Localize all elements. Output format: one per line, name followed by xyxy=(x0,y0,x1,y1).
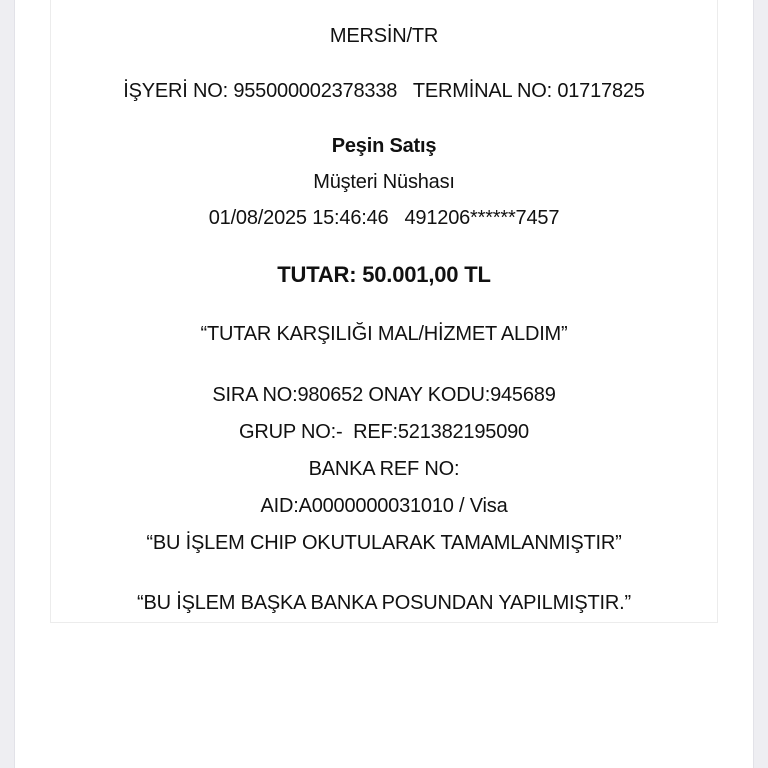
left-gutter xyxy=(0,0,15,768)
copy-label: Müşteri Nüshası xyxy=(313,171,455,193)
chip-notice: “BU İŞLEM CHIP OKUTULARAK TAMAMLANMIŞTIR” xyxy=(146,532,622,554)
location: MERSİN/TR xyxy=(329,25,439,47)
merchant-terminal-line: İŞYERİ NO: 955000002378338 TERMİNAL NO: 01717825 xyxy=(123,80,645,102)
bank-ref-line: BANKA REF NO: xyxy=(308,458,460,480)
pos-receipt xyxy=(50,0,718,623)
sequence-approval-line: SIRA NO:980652 ONAY KODU:945689 xyxy=(212,384,556,406)
transaction-type: Peşin Satış xyxy=(331,135,437,157)
amount: TUTAR: 50.001,00 TL xyxy=(277,262,491,287)
datetime-card-number: 01/08/2025 15:46:46 491206******7457 xyxy=(208,207,560,229)
other-bank-notice: “BU İŞLEM BAŞKA BANKA POSUNDAN YAPILMIŞTIR.” xyxy=(137,592,631,614)
right-gutter xyxy=(753,0,768,768)
acknowledgement: “TUTAR KARŞILIĞI MAL/HİZMET ALDIM” xyxy=(200,323,568,345)
document-page xyxy=(15,0,753,768)
group-ref-line: GRUP NO:- REF:521382195090 xyxy=(239,421,529,443)
aid-line: AID:A0000000031010 / Visa xyxy=(260,495,508,517)
